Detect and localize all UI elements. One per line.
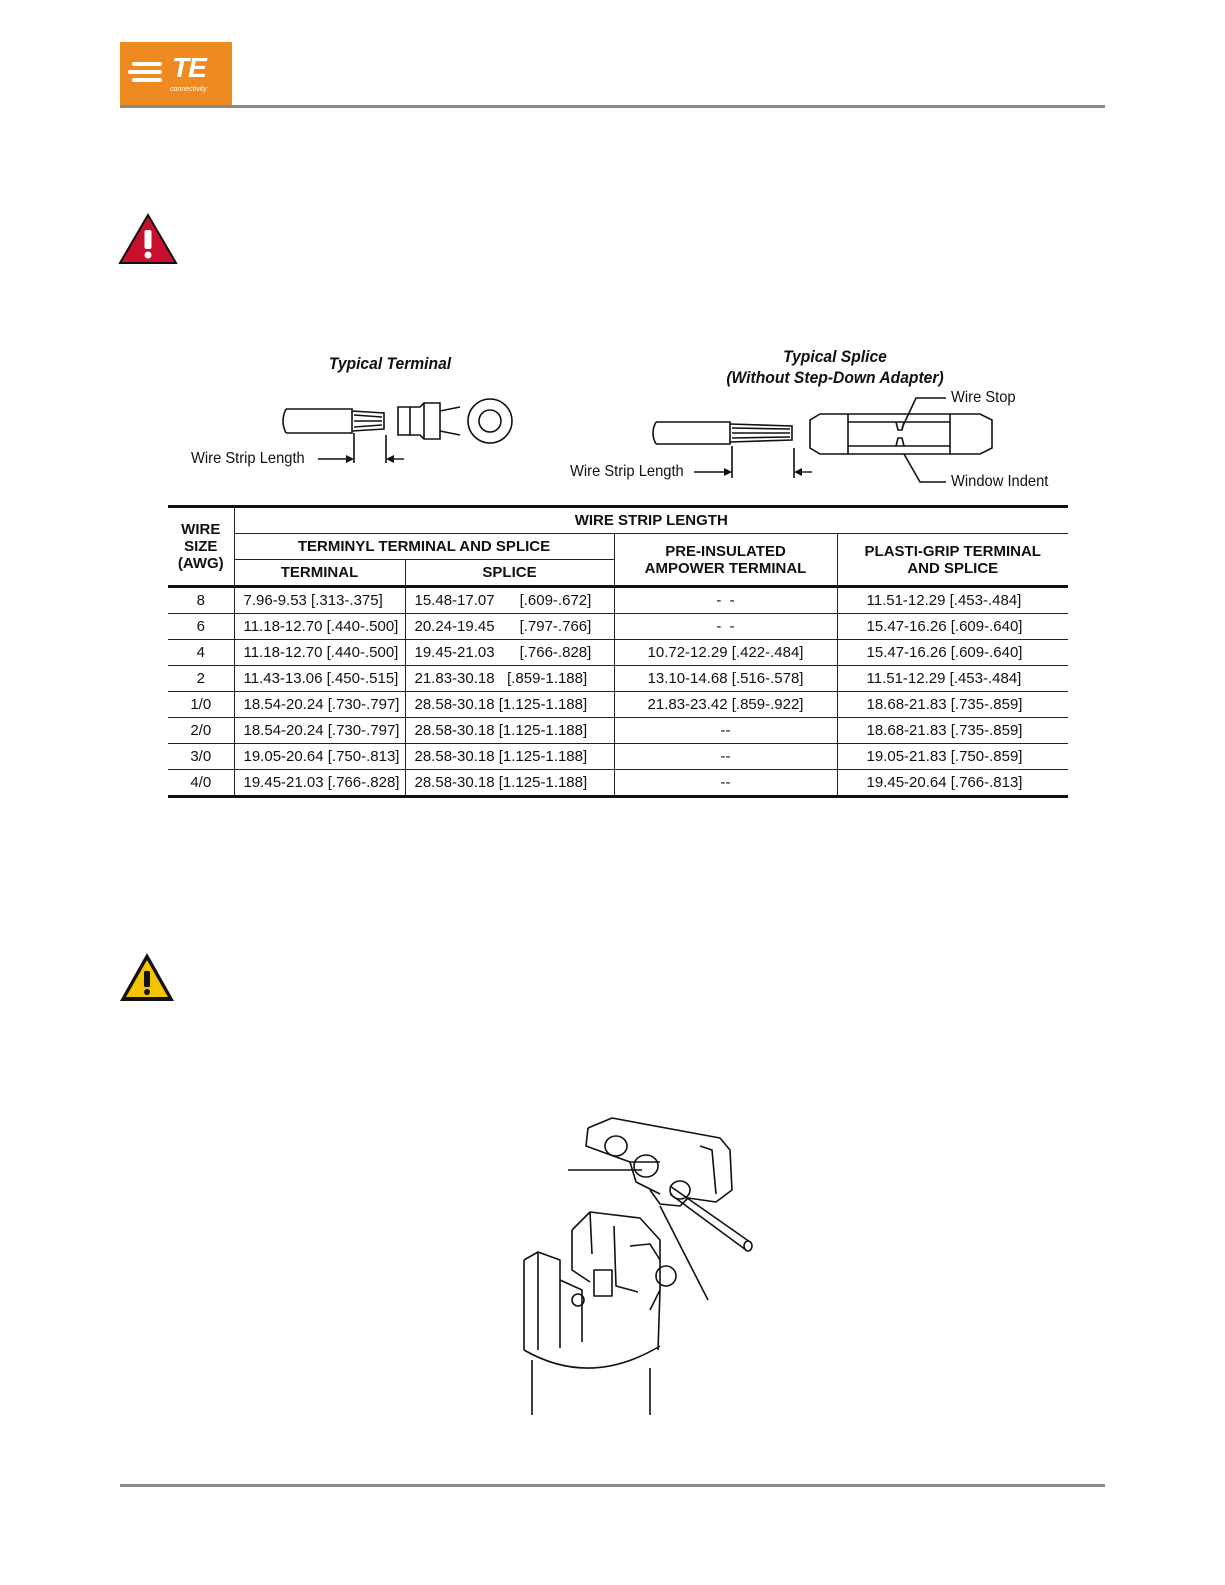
plasti-grip-header: PLASTI-GRIP TERMINAL AND SPLICE (837, 534, 1068, 587)
crimping-head-illustration (520, 1110, 760, 1415)
window-indent-label: Window Indent (951, 473, 1049, 490)
table-cell: - - (614, 614, 837, 640)
table-cell: 18.68-21.83 [.735-.859] (837, 718, 1068, 744)
footer-rule (120, 1484, 1105, 1487)
table-cell: 11.43-13.06 [.450-.515] (234, 666, 405, 692)
table-cell: 15.47-16.26 [.609-.640] (837, 614, 1068, 640)
logo-stripe (128, 70, 162, 74)
table-cell: 19.45-21.03 [.766-.828] (234, 770, 405, 797)
table-cell: 10.72-12.29 [.422-.484] (614, 640, 837, 666)
table-cell: 15.48-17.07 [.609-.672] (405, 587, 614, 614)
table-cell: 21.83-30.18 [.859-1.188] (405, 666, 614, 692)
splice-subheader: SPLICE (405, 560, 614, 587)
table-cell: 13.10-14.68 [.516-.578] (614, 666, 837, 692)
table-row (168, 614, 1068, 640)
table-cell: -- (614, 718, 837, 744)
logo-subtext: connectivity (170, 86, 207, 93)
splice-diagram-title: Typical Splice (783, 347, 887, 366)
table-cell: 2 (168, 666, 234, 692)
table-row (168, 587, 1068, 614)
terminal-diagram-title: Typical Terminal (328, 354, 452, 373)
table-cell: 28.58-30.18 [1.125-1.188] (405, 770, 614, 797)
header-rule (120, 105, 1105, 108)
terminal-subheader: TERMINAL (234, 560, 405, 587)
logo-text: TE (172, 52, 206, 83)
table-cell: -- (614, 744, 837, 770)
table-row (168, 640, 1068, 666)
danger-triangle-icon (118, 213, 178, 265)
table-cell: 20.24-19.45 [.797-.766] (405, 614, 614, 640)
table-cell: 19.05-20.64 [.750-.813] (234, 744, 405, 770)
wire-stop-label: Wire Stop (951, 389, 1016, 406)
caution-triangle-icon (118, 951, 176, 1003)
wire-strip-length-table (168, 505, 1068, 798)
logo-stripe (132, 78, 162, 82)
table-row (168, 770, 1068, 797)
table-cell: 4 (168, 640, 234, 666)
terminal-strip-length-label: Wire Strip Length (191, 450, 305, 467)
table-cell: 18.54-20.24 [.730-.797] (234, 718, 405, 744)
table-row (168, 692, 1068, 718)
table-cell: 18.54-20.24 [.730-.797] (234, 692, 405, 718)
wire-size-header: WIRE SIZE (AWG) (168, 507, 234, 587)
logo-stripe (132, 62, 162, 66)
table-cell: 19.45-20.64 [.766-.813] (837, 770, 1068, 797)
table-cell: 18.68-21.83 [.735-.859] (837, 692, 1068, 718)
table-cell: - - (614, 587, 837, 614)
table-cell: 21.83-23.42 [.859-.922] (614, 692, 837, 718)
table-cell: 2/0 (168, 718, 234, 744)
table-cell: 8 (168, 587, 234, 614)
table-cell: 11.51-12.29 [.453-.484] (837, 587, 1068, 614)
splice-diagram-subtitle: (Without Step-Down Adapter) (726, 368, 944, 387)
table-cell: 28.58-30.18 [1.125-1.188] (405, 692, 614, 718)
table-cell: 19.05-21.83 [.750-.859] (837, 744, 1068, 770)
table-cell: 6 (168, 614, 234, 640)
terminyl-header: TERMINYL TERMINAL AND SPLICE (234, 534, 614, 560)
table-cell: -- (614, 770, 837, 797)
table-cell: 1/0 (168, 692, 234, 718)
table-cell: 15.47-16.26 [.609-.640] (837, 640, 1068, 666)
table-cell: 11.18-12.70 [.440-.500] (234, 614, 405, 640)
table-cell: 7.96-9.53 [.313-.375] (234, 587, 405, 614)
terminal-diagram (270, 395, 530, 475)
pre-insulated-header: PRE-INSULATED AMPOWER TERMINAL (614, 534, 837, 587)
table-row (168, 718, 1068, 744)
table-cell: 28.58-30.18 [1.125-1.188] (405, 718, 614, 744)
table-cell: 19.45-21.03 [.766-.828] (405, 640, 614, 666)
splice-strip-length-label: Wire Strip Length (570, 463, 684, 480)
table-cell: 11.51-12.29 [.453-.484] (837, 666, 1068, 692)
te-connectivity-logo (120, 42, 232, 106)
table-cell: 11.18-12.70 [.440-.500] (234, 640, 405, 666)
wire-strip-length-header: WIRE STRIP LENGTH (234, 507, 1068, 534)
table-cell: 28.58-30.18 [1.125-1.188] (405, 744, 614, 770)
table-cell: 4/0 (168, 770, 234, 797)
table-cell: 3/0 (168, 744, 234, 770)
table-row (168, 744, 1068, 770)
table-row (168, 666, 1068, 692)
